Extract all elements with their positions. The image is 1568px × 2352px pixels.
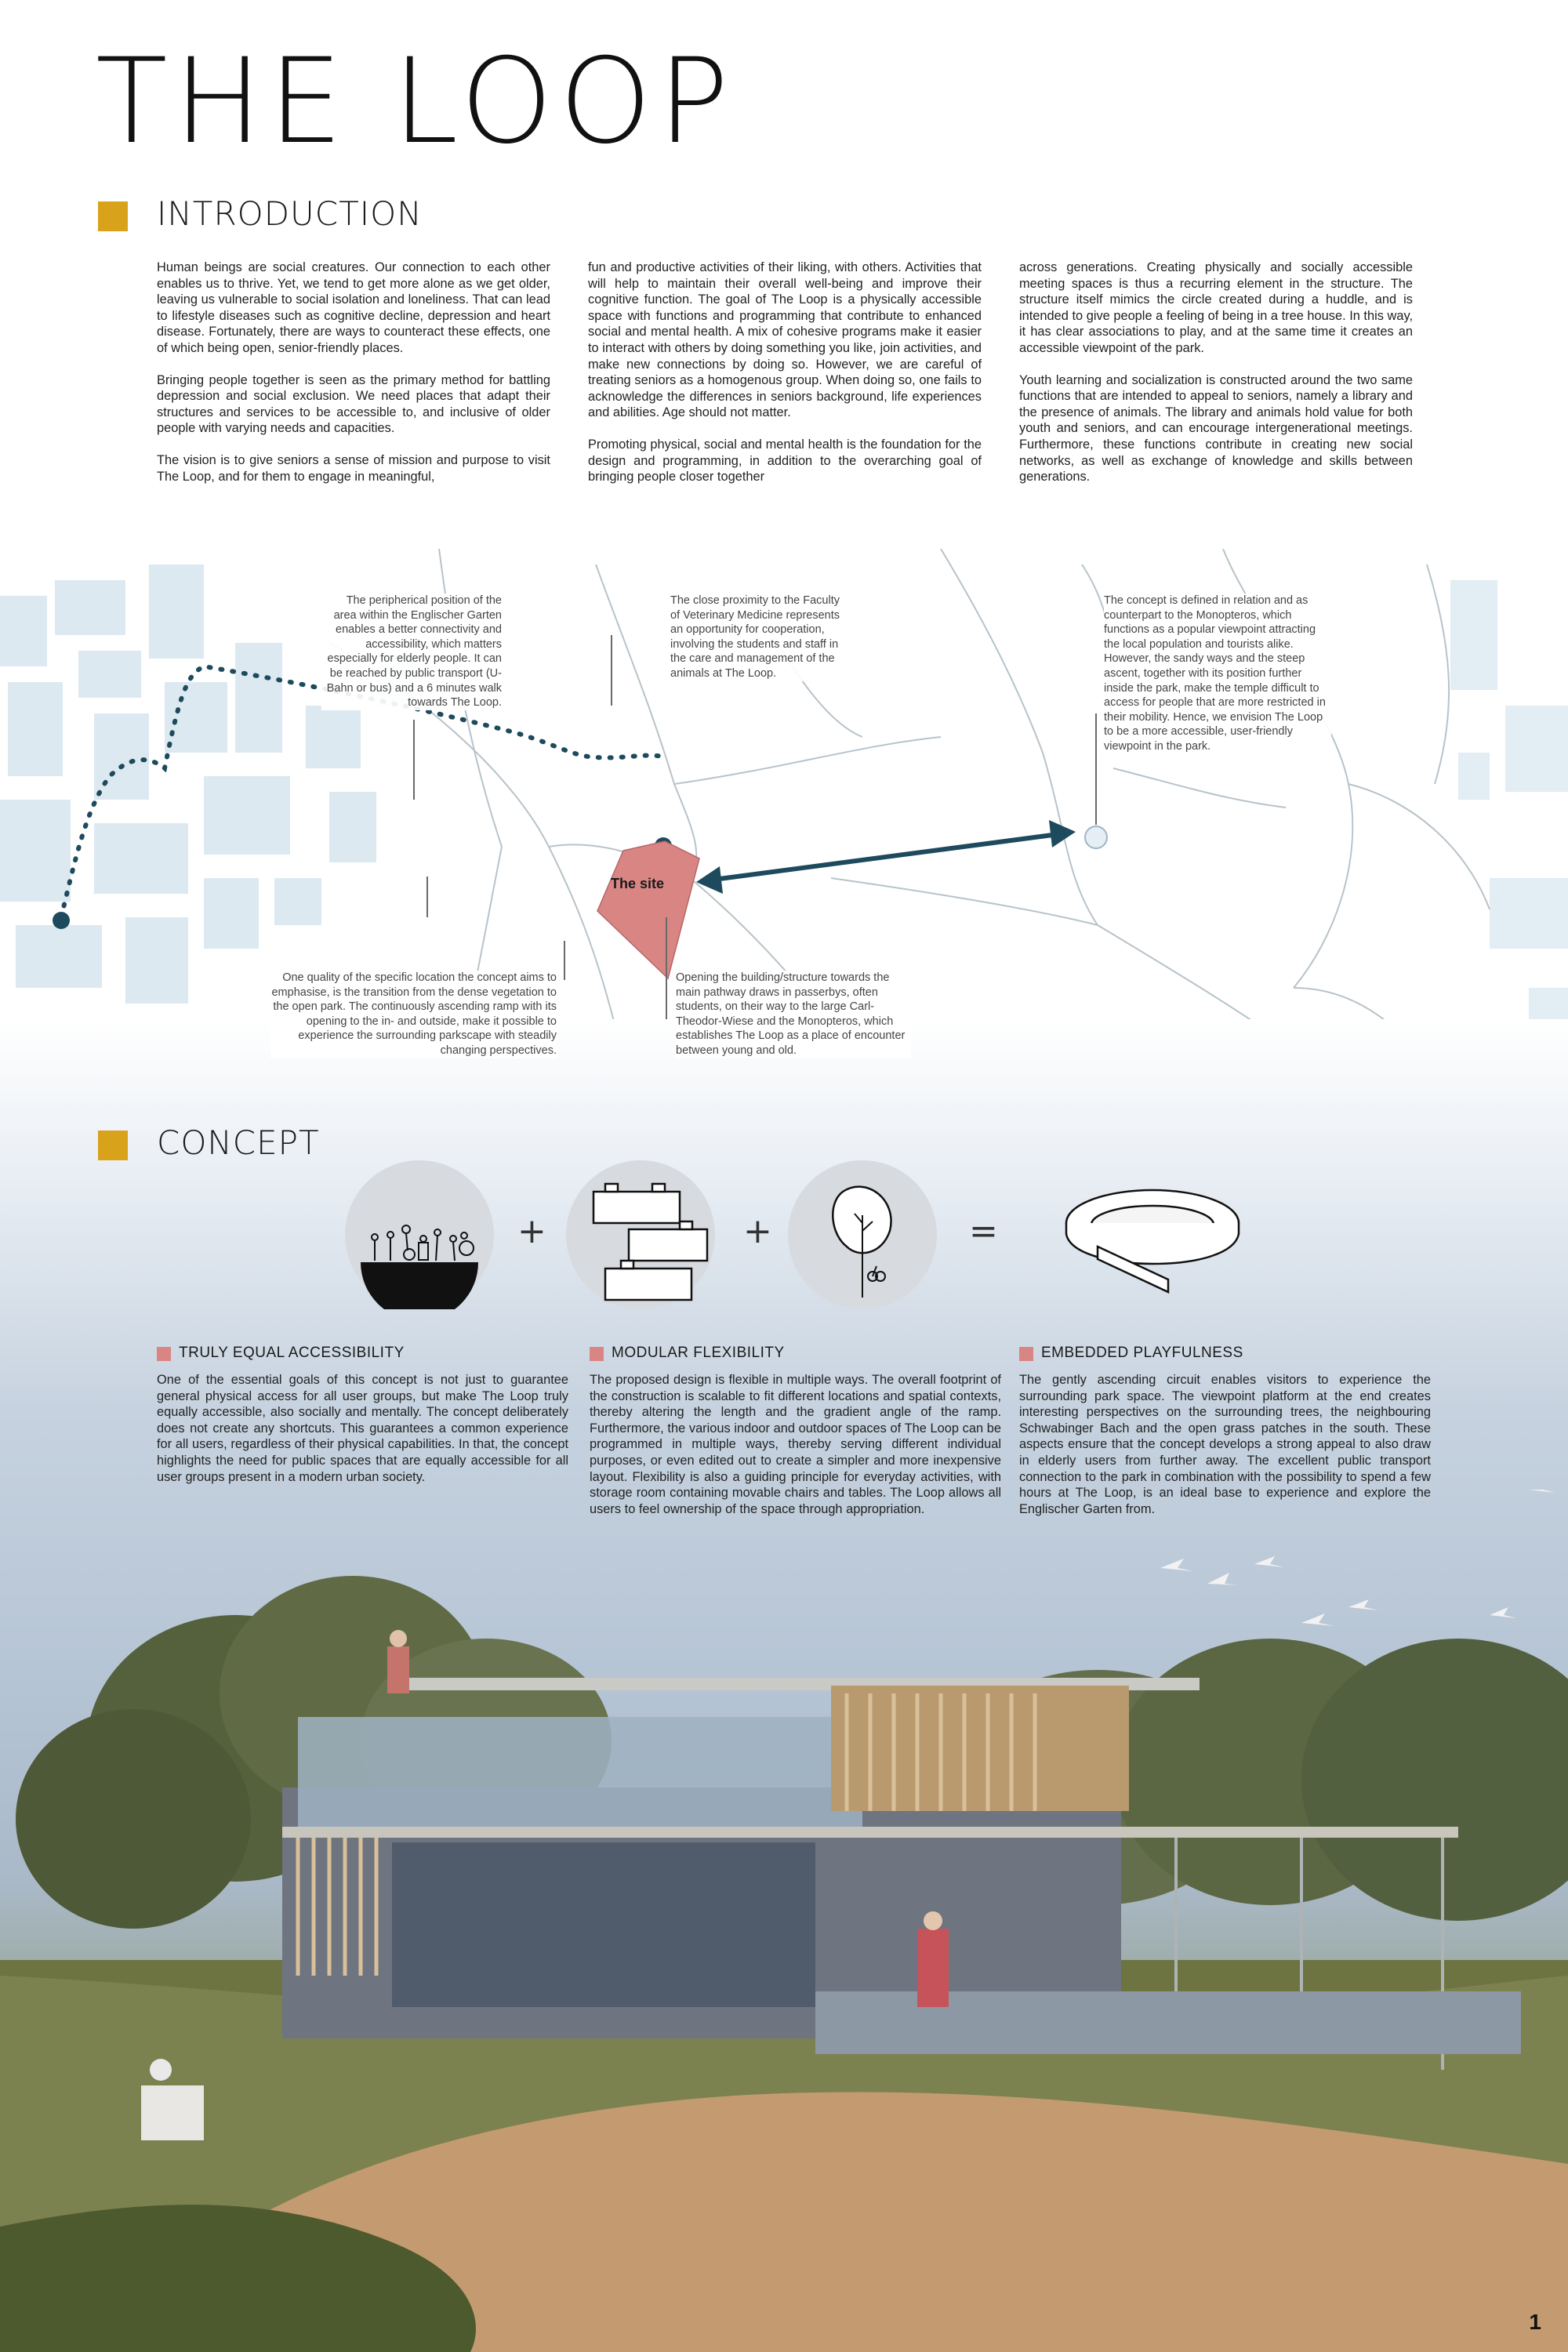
loop-model-icon: [1051, 1176, 1254, 1301]
people-circle-icon: [345, 1160, 494, 1309]
site-polygon: [597, 841, 699, 978]
callout-veterinary: The close proximity to the Faculty of Veterinary Medicine represents an opportunity for cooperation, involving the students and staff in the care and management of the animals at The Loop.: [670, 593, 843, 681]
plus-sign: +: [743, 1211, 772, 1251]
callout-peripheral: The peripherical position of the area within the Englischer Garten enables a better connectivity and accessibility, which matters especially for elderly people. It can be reached by public transport (U-Bahn or bus) and a 6 minutes walk towards The Loop.: [321, 593, 502, 710]
section-marker-icon: [98, 201, 128, 231]
intro-paragraph: The vision is to give seniors a sense of mission and purpose to visit The Loop, and for them to engage in meaningful,: [157, 452, 550, 484]
pillar-text-flexibility: The proposed design is flexible in multiple ways. The overall footprint of the construction is scalable to fit different locations and spatial contexts, thereby altering the length and the gradient angle of the ramp. Furthermore, the various indoor and outdoor spaces of The Loop can be programmed in multiple ways, thereby serving different individual purposes, or even edited out to create a simpler and more inexpensive layout. Flexibility is also a guiding principle for everyday activities, with storage room containing movable chairs and tables. The Loop allows all users to feel ownership of the space through appropriation.: [590, 1373, 1001, 1516]
intro-paragraph: Bringing people together is seen as the primary method for battling depression and social exclusion. We need places that adapt their structures and services to be accessible to, and inclusive of older people with varying needs and capacities.: [157, 372, 550, 436]
intro-paragraph: Promoting physical, social and mental health is the foundation for the design and programming, in addition to the overarching goal of bringing people closer together: [588, 437, 982, 485]
pillar-heading-accessibility: TRULY EQUAL ACCESSIBILITY: [179, 1345, 405, 1361]
poster-title: THE LOOP: [96, 34, 735, 170]
intro-paragraph: Human beings are social creatures. Our connection to each other enables us to thrive. Yet, we tend to get more alone as we get older, leaving us vulnerable to social isolation and loneliness. That can lead to lifestyle diseases such as cognitive decline, depression and heart disease. Fortunately, there are ways to counteract these effects, one of which being open, senior-friendly places.: [157, 260, 550, 355]
section-marker-icon: [98, 1131, 128, 1160]
pillar-text-playfulness: The gently ascending circuit enables visitors to experience the surrounding park space. The viewpoint platform at the end creates interesting perspectives on the surrounding trees, the neighbouring Schwabinger Bach and the open grass patches in the south. These aspects ensure that the concept develops a strong appeal to also draw in elderly users from further away. The excellent public transport connection to the park in combination with the possibility to spend a few hours at The Loop, is an ideal base to experience and explore the Englischer Garten from.: [1019, 1373, 1431, 1516]
introduction-heading: INTRODUCTION: [157, 194, 423, 233]
equals-sign: =: [969, 1211, 998, 1251]
building-render: [0, 1490, 1568, 2352]
pillar-heading-flexibility: MODULAR FLEXIBILITY: [612, 1345, 785, 1361]
pillar-heading-playfulness: EMBEDDED PLAYFULNESS: [1041, 1345, 1243, 1361]
site-label: The site: [611, 876, 665, 891]
intro-column-1: [157, 260, 550, 500]
intro-column-2: [588, 260, 982, 501]
concept-heading: CONCEPT: [157, 1123, 320, 1162]
monopteros-marker-icon: [1085, 826, 1107, 848]
blocks-circle-icon: [566, 1160, 715, 1309]
pillar-marker-icon: [157, 1347, 171, 1361]
intro-paragraph: Youth learning and socialization is constructed around the two same functions that are intended to appeal to seniors, namely a library and the presence of animals. The library and animals hold value for both youth and seniors, and can encourage intergenerational meetings. Furthermore, these functions contribute in creating new social networks, as well as exchange of knowledge and skills between generations.: [1019, 372, 1413, 485]
intro-column-3: [1019, 260, 1413, 501]
pillar-marker-icon: [590, 1347, 604, 1361]
pillar-text-accessibility: One of the essential goals of this concept is not just to guarantee general physical access for all user groups, but make The Loop truly equally accessible, also socially and mentally. The concept deliberately does not create any shortcuts. This guarantees a common experience for all users, regardless of their physical capabilities. In that, the concept highlights the need for public spaces that are equally accessible for all user groups present in a modern urban society.: [157, 1373, 568, 1484]
intro-paragraph: across generations. Creating physically and socially accessible meeting spaces is thus a recurring element in the structure. The structure itself mimics the circle created during a huddle, and is intended to give people a feeling of being in a tree house. In this way, it has clear associations to play, and at the same time it creates an accessible viewpoint of the park.: [1019, 260, 1413, 355]
callout-transition: One quality of the specific location the concept aims to emphasise, is the transition from the dense vegetation to the open park. The continuously ascending ramp with its opening to the in- and outside, make it possible to experience the surrounding parkscape with steadily changing perspectives.: [271, 971, 557, 1057]
page-number: 1: [1529, 2310, 1541, 2334]
intro-paragraph: fun and productive activities of their liking, with others. Activities that will help to maintain their overall well-being and improve their cognitive function. The goal of The Loop is a physically accessible space with functions and programming that contribute to enhanced social and mental health. A mix of cohesive programs make it easier to interact with others by doing something you like, join activities, and make new connections by doing so. However, we are careful of treating seniors as a homogenous group. When doing so, one fails to acknowledge the differences in seniors background, life experiences and abilities. Age should not matter.: [588, 260, 982, 420]
callout-monopteros: The concept is defined in relation and as counterpart to the Monopteros, which functions as a popular viewpoint attracting the local population and tourists alike. However, the sandy ways and the steep ascent, together with its position further inside the park, make the temple difficult to access for people that are more restricted in their mobility. Hence, we envision The Loop to be a more accessible, user-friendly viewpoint in the park.: [1104, 593, 1331, 754]
tree-circle-icon: [788, 1160, 937, 1309]
callout-opening: Opening the building/structure towards the main pathway draws in passerbys, often students, on their way to the large Carl-Theodor-Wiese and the Monopteros, which establishes The Loop as a place of encounter between young and old.: [676, 971, 911, 1058]
plus-sign: +: [517, 1211, 546, 1251]
pillar-marker-icon: [1019, 1347, 1033, 1361]
